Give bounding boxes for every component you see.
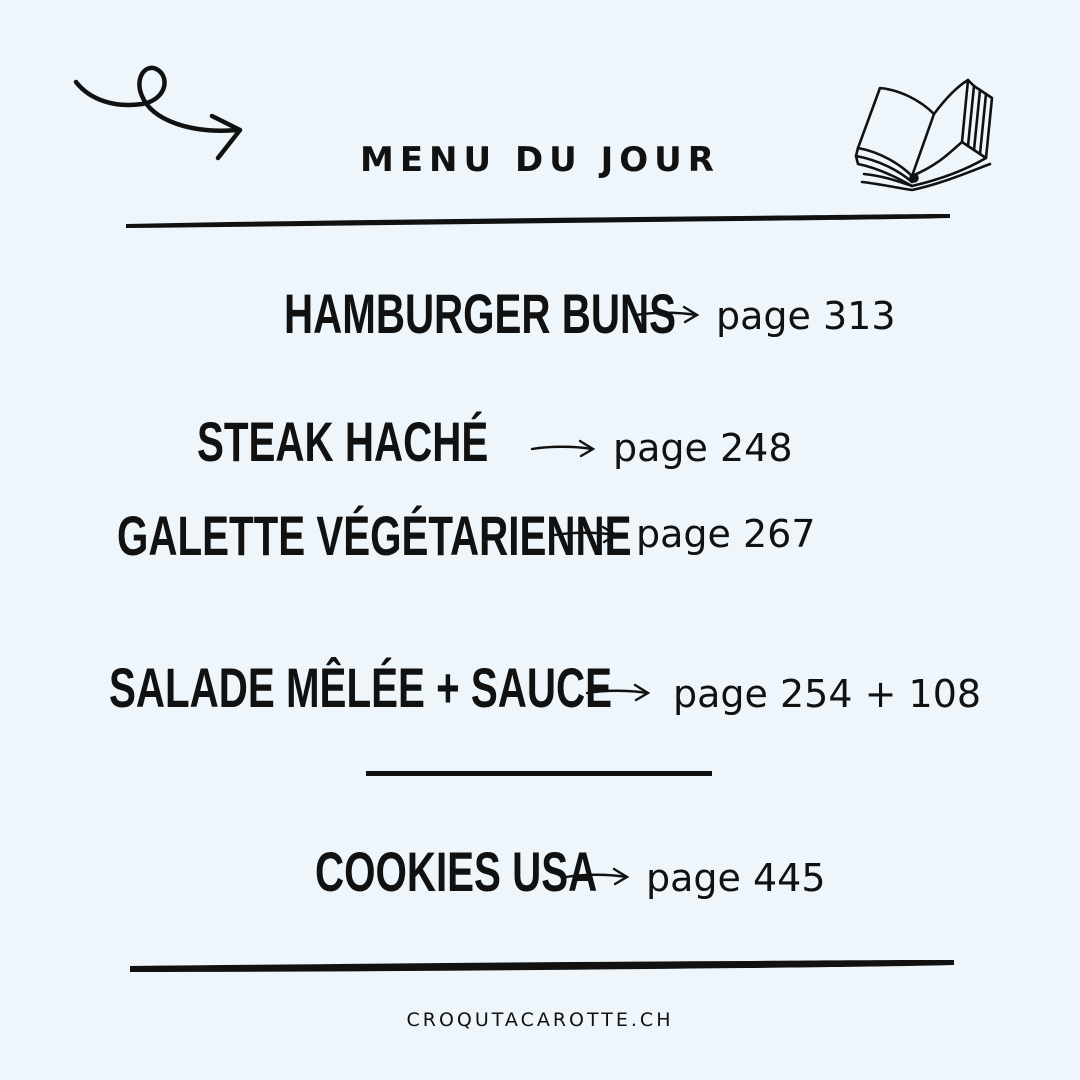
middle-divider [366,771,712,776]
page-reference: page 248 [613,426,793,470]
arrow-icon [530,436,596,460]
bottom-divider [126,954,958,983]
footer-website: CROQUTACAROTTE.CH [406,1009,674,1031]
dish-name: HAMBURGER BUNS [284,282,677,345]
dish-name: GALETTE VÉGÉTARIENNE [117,504,632,567]
arrow-icon [553,522,619,546]
page-reference: page 445 [646,856,826,900]
page-reference: page 313 [716,294,896,338]
page-title: MENU DU JOUR [360,140,720,180]
page-reference: page 267 [636,512,816,556]
open-book-icon [850,76,1000,199]
dish-name: SALADE MÊLÉE + SAUCE [109,656,612,719]
arrow-icon [564,864,630,888]
dish-name: COOKIES USA [315,840,598,903]
arrow-icon [585,680,651,704]
page-reference: page 254 + 108 [673,672,982,716]
arrow-icon [634,302,700,326]
top-divider [120,208,956,237]
dish-name: STEAK HACHÉ [197,410,489,473]
